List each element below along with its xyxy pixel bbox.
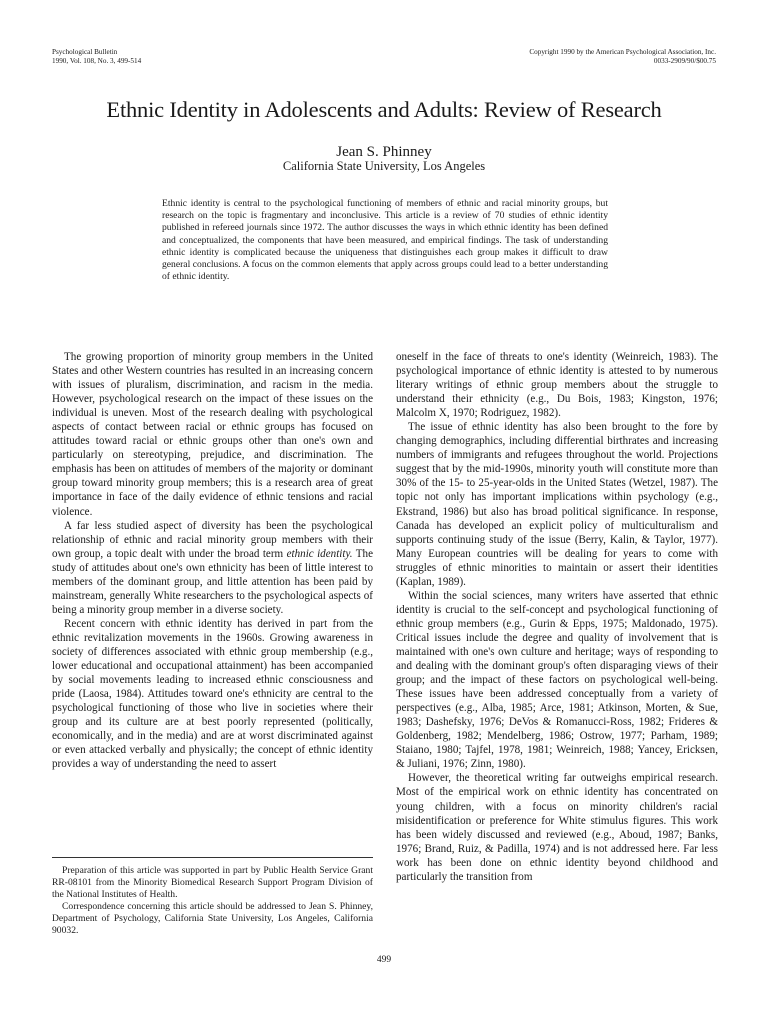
body-column-left (52, 350, 373, 771)
abstract: Ethnic identity is central to the psychological functioning of members of ethnic and racial minority groups, but research on the topic is fragmentary and inconclusive. This article is a review of 70 studies of ethnic identity published in refereed journals since 1972. The author discusses the ways in which ethnic identity has been defined and conceptualized, the components that have been measured, and empirical findings. The task of understanding ethnic identity is complicated because the uniqueness that distinguishes each group makes it difficult to draw general conclusions. A focus on the common elements that apply across groups could lead to a better understanding of ethnic identity. (162, 198, 608, 283)
journal-header (52, 48, 141, 65)
article-title: Ethnic Identity in Adolescents and Adults: Review of Research (106, 97, 662, 122)
footnote-correspondence: Correspondence concerning this article should be addressed to Jean S. Phinney, Department of Psychology, California State University, Los Angeles, California 90032. (52, 901, 373, 936)
footnote-funding: Preparation of this article was supported in part by Public Health Service Grant RR-08101 from the Minority Biomedical Research Support Program Division of the National Institutes of Health. (52, 865, 373, 900)
key-term: ethnic identity. (286, 547, 353, 560)
body-text: A far less studied aspect of diversity has been the psychological relationship of ethnic and racial minority group members with their own group, a topic dealt with under the broad term (52, 519, 373, 560)
journal-volume: 1990, Vol. 108, No. 3, 499-514 (52, 56, 142, 65)
page-number: 499 (376, 955, 392, 965)
body-paragraph: oneself in the face of threats to one's identity (Weinreich, 1983). The psychological importance of ethnic identity is attested to by numerous literary writings of ethnic group members about the struggle to understand their ethnicity (e.g., Du Bois, 1983; Kingston, 1976; Malcolm X, 1970; Rodriguez, 1982). (396, 351, 718, 420)
body-paragraph: However, the theoretical writing far outweighs empirical research. Most of the empirical work on ethnic identity has concentrated on young children, with a focus on minority children's racial misidentification or preference for White stimulus figures. This work has been widely discussed and reviewed (e.g., Aboud, 1987; Banks, 1976; Brand, Ruiz, & Padilla, 1974) and is not addressed here. Far less work has been done on ethnic identity beyond childhood and particularly the transition from (396, 772, 718, 883)
body-paragraph (52, 519, 373, 617)
author-name: Jean S. Phinney (336, 144, 432, 160)
body-paragraph: The issue of ethnic identity has also been brought to the fore by changing demographics, including differential birthrates and increasing numbers of immigrants and refugees throughout the world. Projections suggest that by the mid-1990s, minority youth will constitute more than 30% of the 15- to 25-year-olds in the United States (Wetzel, 1987). The topic not only has important implications within psychology (e.g., Ekstrand, 1986) but also has broad political significance. In response, Canada has developed an explicit policy of multiculturalism and supports continuing study of the issue (Berry, Kalin, & Taylor, 1977). Many European countries will be dealing for years to come with struggles of ethnic minorities to maintain or assert their identities (Kaplan, 1989). (396, 421, 718, 588)
footnote-divider (52, 857, 373, 858)
copyright-header (529, 48, 716, 65)
body-paragraph: Within the social sciences, many writers have asserted that ethnic identity is crucial to the self-concept and psychological functioning of ethnic group members (e.g., Gurin & Epps, 1975; Maldonado, 1975). Critical issues include the degree and quality of involvement that is maintained with one's own culture and heritage; ways of responding to and dealing with the dominant group's often disparaging views of their group; and the impact of these factors on psychological well-being. These issues have been addressed conceptually from a variety of perspectives (e.g., Alba, 1985; Arce, 1981; Atkinson, Morten, & Sue, 1983; Dashefsky, 1976; DeVos & Romanucci-Ross, 1982; Frideres & Goldenberg, 1982; Mendelberg, 1986; Ostrow, 1977; Parham, 1989; Staiano, 1980; Tajfel, 1978, 1981; Weinreich, 1988; Yancey, Ericksen, & Juliani, 1976; Zinn, 1980). (396, 589, 718, 771)
body-paragraph: The growing proportion of minority group members in the United States and other Western countries has resulted in an increasing concern with issues of pluralism, discrimination, and racism in the media. However, psychological research on the impact of these issues on the individual is uneven. Most of the research dealing with psychological aspects of contact between racial or ethnic groups has focused on attitudes toward racial or ethnic groups other than one's own and particularly on stereotyping, prejudice, and discrimination. The emphasis has been on attitudes of members of the majority or dominant group toward minority group members; this is a research area of great importance in face of the daily evidence of ethnic tensions and racial violence. (52, 351, 373, 518)
footnotes (52, 865, 373, 937)
body-paragraph: Recent concern with ethnic identity has derived in part from the ethnic revitalization movements in the 1960s. Growing awareness in society of differences associated with ethnic group membership (e.g., lower educational and occupational attainment) has been accompanied by social movements leading to increased ethnic consciousness and pride (Laosa, 1984). Attitudes toward one's ethnicity are central to the psychological functioning of those who live in societies where their group and its culture are at best poorly represented (politically, economically, and in the media) and are at worst discriminated against or even attacked verbally and physically; the concept of ethnic identity provides a way of understanding the need to assert (52, 617, 373, 771)
copyright-notice: Copyright 1990 by the American Psychological Association, Inc. (529, 48, 716, 56)
body-text: The study of attitudes about one's own ethnicity has been of little interest to members of the dominant group, and little attention has been paid by mainstream, generally White researchers to the psychological aspects of being a minority group member in a diverse society. (52, 547, 373, 616)
author-affiliation: California State University, Los Angeles (282, 159, 486, 173)
body-column-right (396, 350, 718, 884)
journal-name: Psychological Bulletin (52, 48, 118, 56)
issn-code: 0033-2909/90/$00.75 (653, 56, 716, 65)
